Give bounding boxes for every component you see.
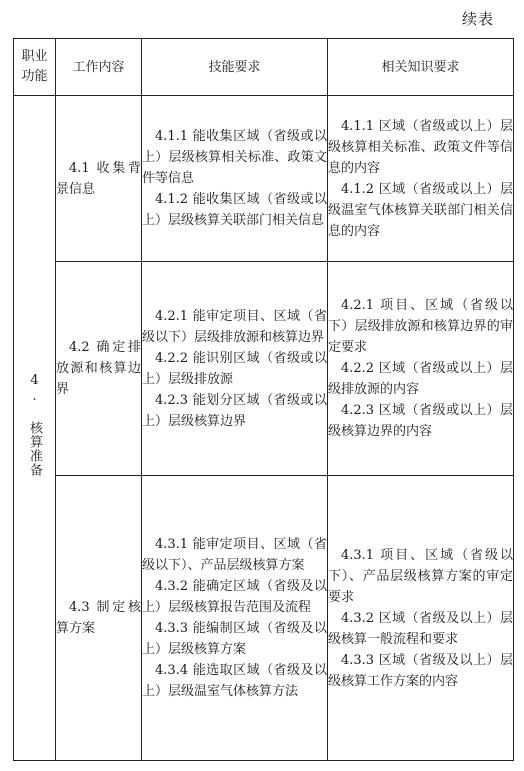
- knowledge-item: 4.2.2 区域（省级或以上）层级排放源的内容: [328, 361, 513, 397]
- table-row: [14, 96, 514, 262]
- work-content-text: 4.3 制定核算方案: [56, 600, 141, 636]
- knowledge-item: 4.1.1 区域（省级或以上）层级核算相关标准、政策文件等信息的内容: [328, 118, 513, 176]
- work-content-cell: [56, 476, 142, 761]
- knowledge-item: 4.1.2 区域（省级或以上）层级温室气体核算关联部门相关信息的内容: [328, 181, 513, 239]
- skill-item: 4.1.1 能收集区域（省级或以上）层级核算相关标准、政策文件等信息: [142, 129, 327, 186]
- skill-standard-table: [13, 38, 514, 761]
- header-row: [14, 39, 514, 96]
- knowledge-cell: [328, 476, 514, 761]
- duty-cell: [14, 96, 56, 761]
- header-function-line2: 功能: [21, 69, 48, 84]
- knowledge-item: 4.2.3 区域（省级或以上）层级核算边界的内容: [328, 403, 513, 439]
- table-row: [14, 262, 514, 476]
- work-content-text: 4.1 收集背景信息: [56, 160, 141, 197]
- header-skill-requirements: 技能要求: [142, 39, 328, 96]
- skill-item: 4.3.3 能编制区域（省级及以上）层级核算方案: [142, 621, 327, 657]
- knowledge-item: 4.2.1 项目、区域（省级以下）层级排放源和核算边界的审定要求: [328, 298, 513, 355]
- table-row: [14, 476, 514, 761]
- skill-item: 4.2.3 能划分区域（省级或以上）层级核算边界: [142, 392, 327, 429]
- knowledge-item: 4.3.1 项目、区域（省级以下）、产品层级核算方案的审定要求: [328, 547, 513, 605]
- knowledge-item: 4.3.3 区域（省级及以上）层级核算工作方案的内容: [328, 652, 513, 689]
- skill-item: 4.2.1 能审定项目、区域（省级以下）层级排放源和核算边界: [142, 308, 327, 345]
- header-knowledge-requirements: 相关知识要求: [328, 39, 514, 96]
- knowledge-cell: [328, 96, 514, 262]
- skill-item: 4.1.2 能收集区域（省级或以上）层级核算关联部门相关信息: [142, 192, 327, 228]
- work-content-text: 4.2 确定排放源和核算边界: [56, 340, 141, 397]
- work-content-cell: [56, 262, 142, 476]
- duty-label: 4. 核算准备: [27, 372, 42, 477]
- header-function: [14, 39, 56, 96]
- work-content-cell: [56, 96, 142, 262]
- skill-cell: [142, 96, 328, 262]
- skill-item: 4.3.1 能审定项目、区域（省级以下）、产品层级核算方案: [142, 537, 327, 573]
- knowledge-item: 4.3.2 区域（省级及以上）层级核算一般流程和要求: [328, 610, 513, 647]
- skill-item: 4.3.2 能确定区域（省级及以上）层级核算报告范围及流程: [142, 579, 327, 615]
- continuation-label: 续表: [461, 10, 494, 28]
- knowledge-cell: [328, 262, 514, 476]
- skill-item: 4.3.4 能选取区域（省级及以上）层级温室气体核算方法: [142, 663, 327, 699]
- skill-item: 4.2.2 能识别区域（省级或以上）层级排放源: [142, 350, 327, 387]
- skill-cell: [142, 476, 328, 761]
- skill-cell: [142, 262, 328, 476]
- header-work-content: 工作内容: [56, 39, 142, 96]
- header-function-line1: 职业: [21, 49, 48, 64]
